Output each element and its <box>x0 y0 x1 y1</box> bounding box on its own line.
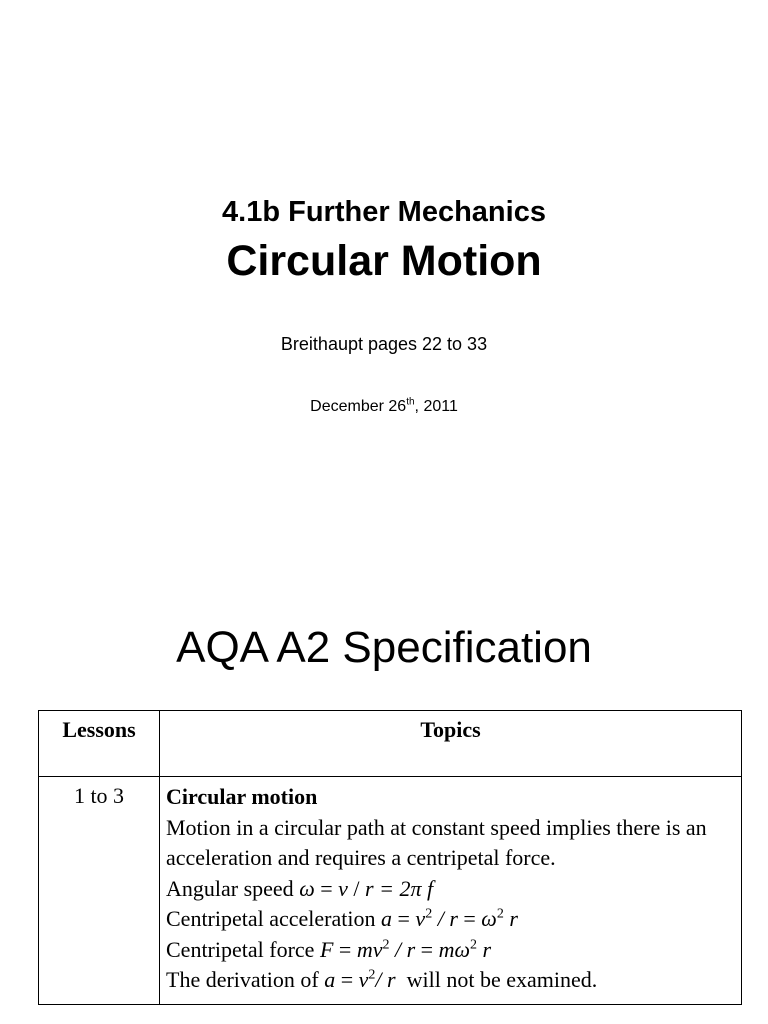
formula-F: F <box>319 936 334 962</box>
formula-m-omega: mω <box>438 936 470 962</box>
formula-divide: / <box>389 936 407 962</box>
book-reference: Breithaupt pages 22 to 33 <box>280 334 488 354</box>
formula-equals: = <box>457 906 482 931</box>
formula-divide: / <box>347 875 366 901</box>
formula-equals-two: = 2 <box>373 875 411 901</box>
topic-line-description: Motion in a circular path at constant speed implies there is an acceleration and requires a centripetal force. <box>166 814 707 870</box>
topics-cell <box>160 777 742 1005</box>
date-ordinal-suffix: th <box>406 396 415 408</box>
formula-v: v <box>338 875 348 901</box>
slide-title: Circular Motion <box>226 237 542 285</box>
angular-speed-label: Angular speed <box>166 875 300 901</box>
topic-line-angular-speed <box>166 874 737 905</box>
formula-mv: mv <box>356 936 383 962</box>
derivation-label: The derivation of <box>166 967 325 992</box>
topic-line-centripetal-acceleration <box>166 904 737 935</box>
specification-table <box>38 710 742 1005</box>
lessons-cell: 1 to 3 <box>39 777 160 1005</box>
topics-header: Topics <box>160 711 742 777</box>
formula-a: a <box>381 906 392 931</box>
derivation-note-rest: will not be examined. <box>395 967 598 992</box>
date-prefix: December 26 <box>310 398 407 415</box>
table-row <box>39 777 742 1005</box>
specification-title: AQA A2 Specification <box>176 623 592 672</box>
date-rest: , 2011 <box>414 398 458 415</box>
slide-date <box>0 396 768 418</box>
formula-equals: = <box>415 936 439 962</box>
formula-equals: = <box>335 967 359 992</box>
formula-divide-r: / r <box>375 967 396 992</box>
formula-omega: ω <box>481 906 497 931</box>
formula-r: r <box>365 875 374 901</box>
formula-r: r <box>406 936 416 962</box>
slide-subtitle: 4.1b Further Mechanics <box>222 196 546 228</box>
formula-exponent: 2 <box>382 937 390 953</box>
lessons-header: Lessons <box>39 711 160 777</box>
formula-pi-f: π f <box>410 875 434 901</box>
topic-line-derivation-note <box>166 965 737 996</box>
topic-heading: Circular motion <box>166 784 318 809</box>
formula-r: r <box>503 906 518 931</box>
formula-r: r <box>449 906 458 931</box>
centripetal-acceleration-label: Centripetal acceleration <box>166 906 381 931</box>
table-header-row <box>39 711 742 777</box>
formula-equals: = <box>333 936 357 962</box>
formula-exponent: 2 <box>368 967 376 983</box>
formula-equals: = <box>314 875 339 901</box>
formula-v: v <box>358 967 369 992</box>
formula-exponent: 2 <box>496 906 504 922</box>
formula-v: v <box>415 906 426 931</box>
centripetal-force-label: Centripetal force <box>166 936 320 962</box>
formula-divide: / <box>432 906 450 931</box>
formula-a: a <box>324 967 336 992</box>
formula-r: r <box>477 936 492 962</box>
formula-omega: ω <box>299 875 315 901</box>
topic-line-centripetal-force <box>166 935 737 966</box>
formula-exponent: 2 <box>425 906 433 922</box>
formula-equals: = <box>392 906 416 931</box>
formula-exponent: 2 <box>470 937 477 953</box>
